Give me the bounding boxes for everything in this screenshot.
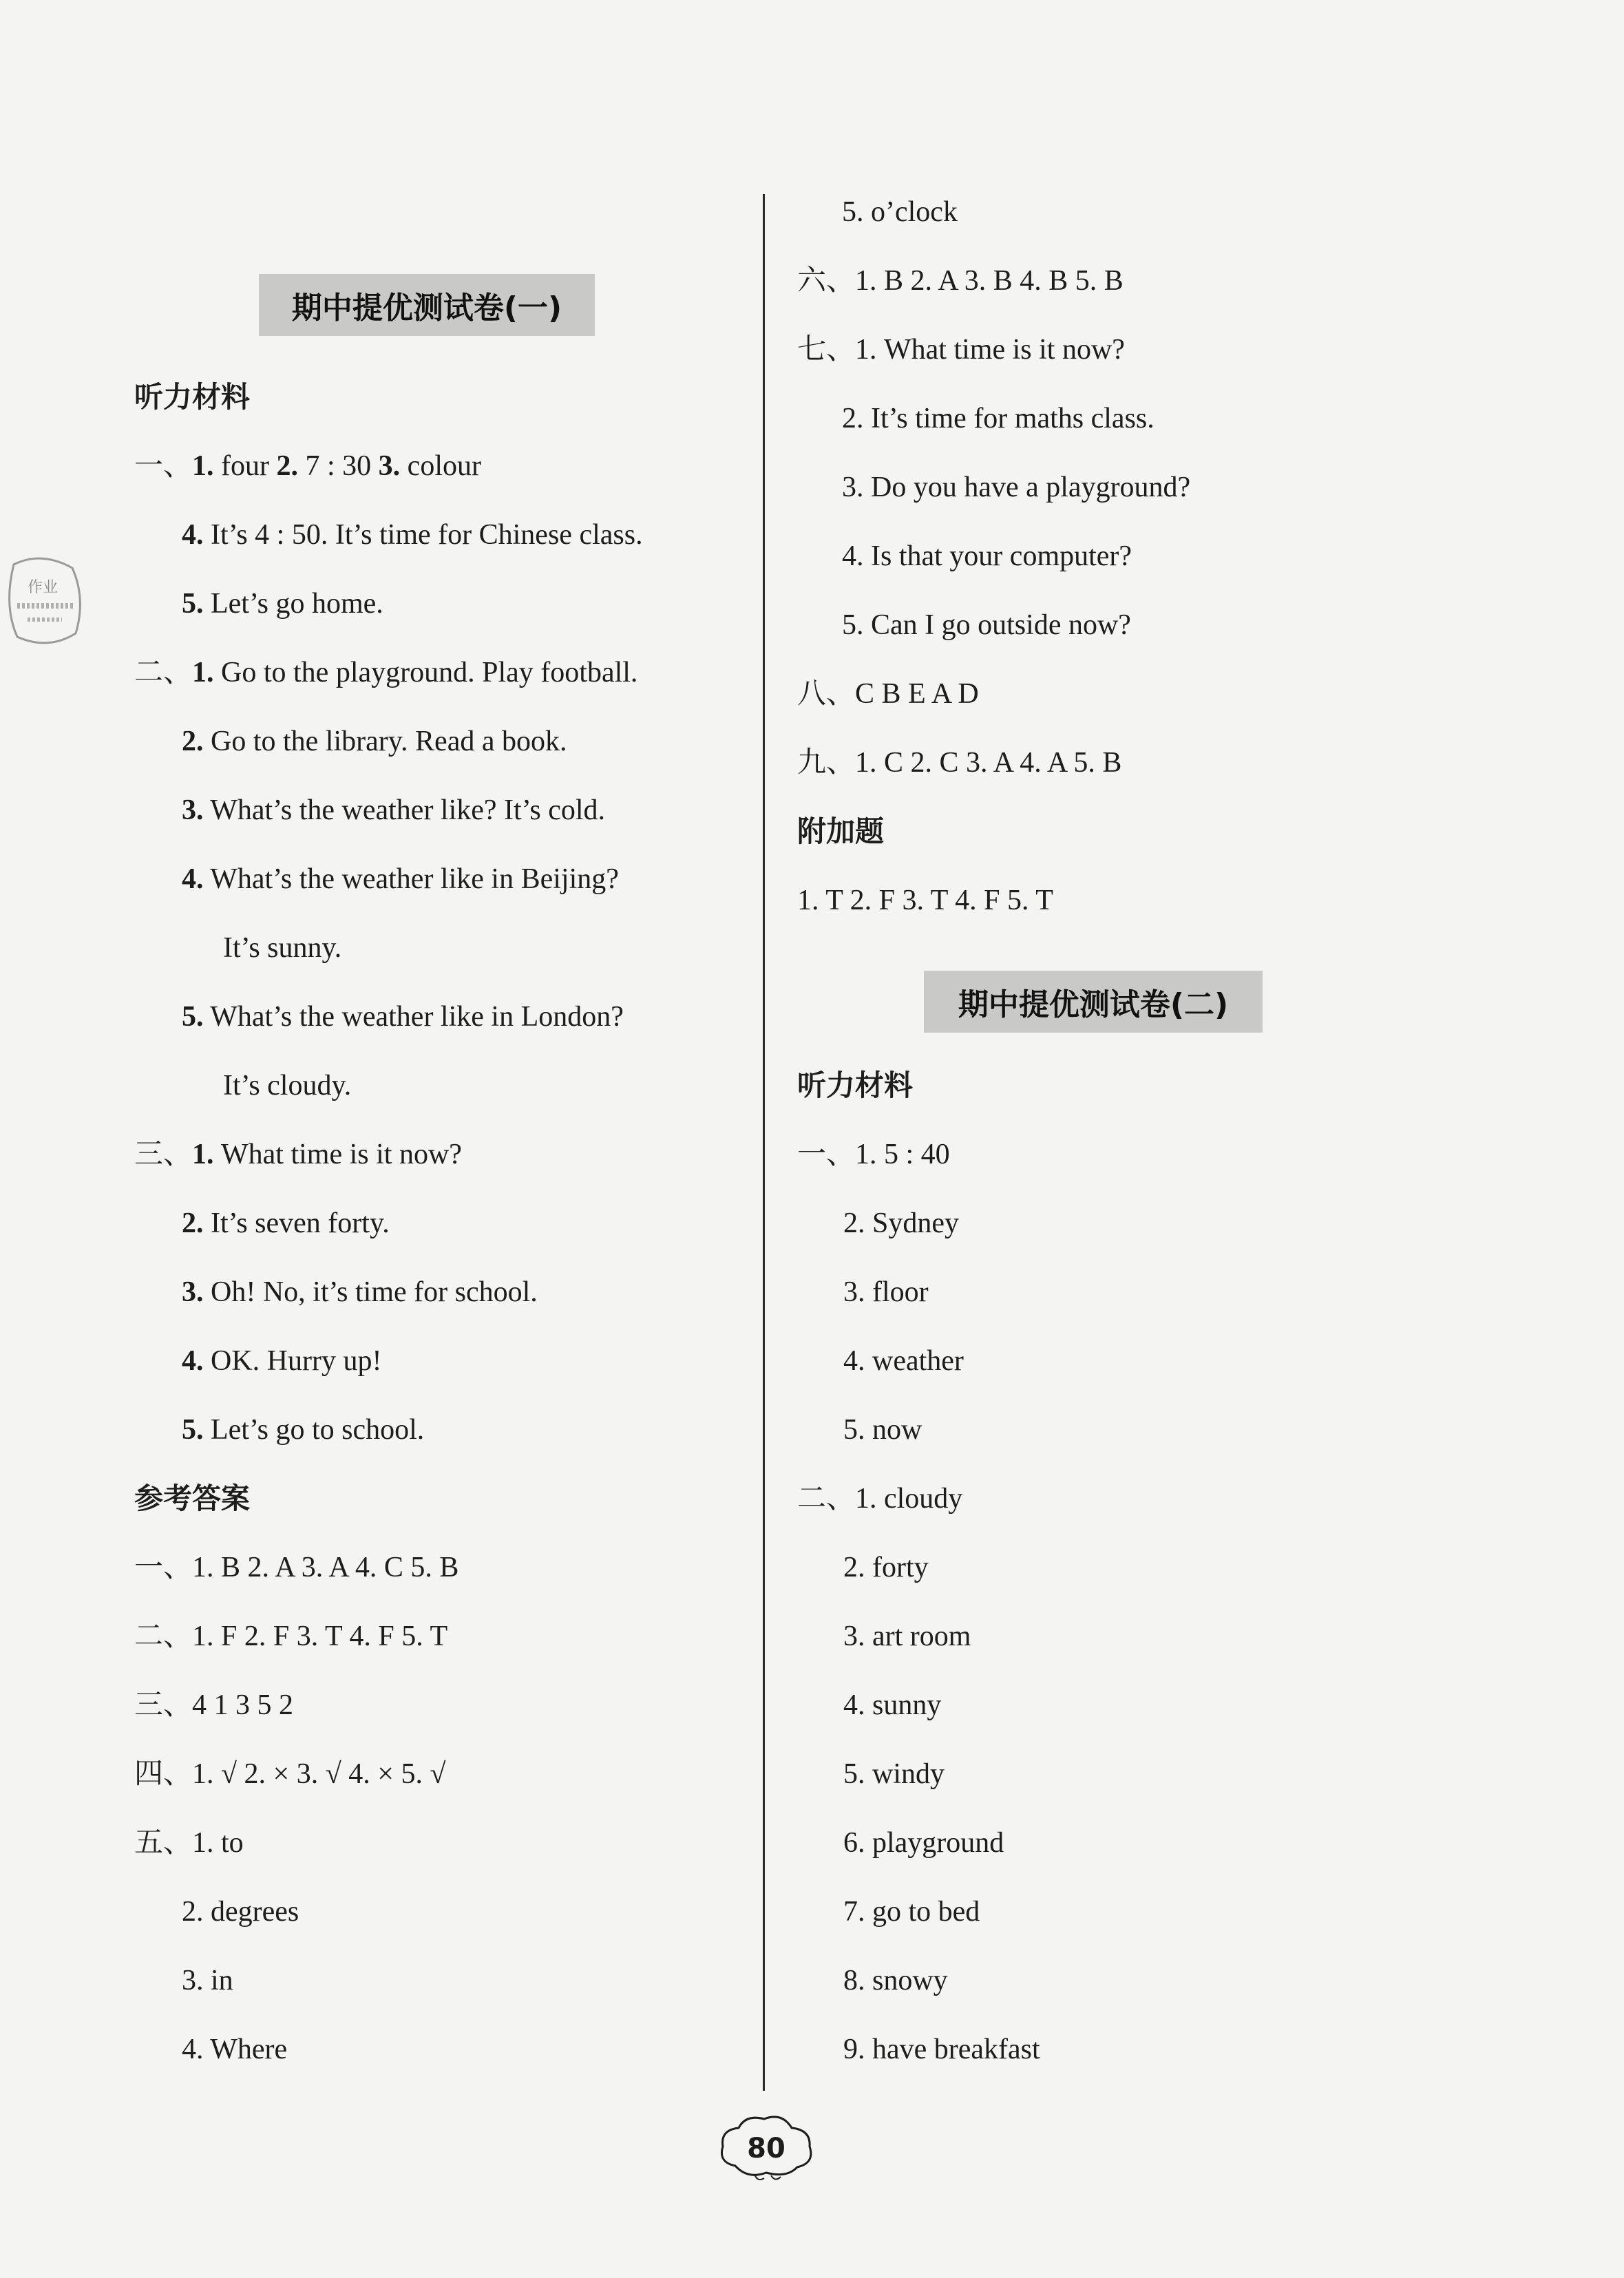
right-answer-7-5: 5. Can I go outside now? <box>842 609 1131 641</box>
listen-3-5: 5. Let’s go to school. <box>182 1414 425 1446</box>
listen-2-2: 2. Go to the library. Read a book. <box>182 726 567 757</box>
right-answer-6: 六、1. B 2. A 3. B 4. B 5. B <box>797 265 1124 297</box>
right-listen-2-9: 9. have breakfast <box>843 2034 1040 2065</box>
listen-2-1: 二、1. Go to the playground. Play football. <box>134 657 638 688</box>
homework-stamp-icon <box>0 551 89 654</box>
answer-5-2: 2. degrees <box>182 1896 299 1928</box>
svg-text:作业: 作业 <box>27 579 59 596</box>
column-divider <box>763 194 765 2091</box>
right-answer-8: 八、C B E A D <box>797 678 979 710</box>
listen-3-3: 3. Oh! No, it’s time for school. <box>182 1276 538 1308</box>
section-title-1: 期中提优测试卷(一) <box>259 274 595 336</box>
listen-2-5-cont: It’s cloudy. <box>223 1070 352 1101</box>
right-answer-9: 九、1. C 2. C 3. A 4. A 5. B <box>797 747 1122 779</box>
right-listen-2-5: 5. windy <box>843 1758 945 1790</box>
listen-3-4: 4. OK. Hurry up! <box>182 1345 382 1377</box>
listen-2-5: 5. What’s the weather like in London? <box>182 1001 624 1033</box>
right-listen-2-1: 二、1. cloudy <box>797 1483 963 1515</box>
listen-2-4: 4. What’s the weather like in Beijing? <box>182 863 619 895</box>
listen-1-4: 4. It’s 4 : 50. It’s time for Chinese class. <box>182 519 643 551</box>
listen-1-1: 一、1. four 2. 7 : 30 3. colour <box>134 450 481 482</box>
right-listen-1-1: 一、1. 5 : 40 <box>797 1139 950 1170</box>
right-answer-7-4: 4. Is that your computer? <box>842 540 1132 572</box>
right-listen-1-3: 3. floor <box>843 1276 929 1308</box>
right-listen-2-7: 7. go to bed <box>843 1896 980 1928</box>
heading-answers: 参考答案 <box>134 1481 251 1515</box>
answer-5-1: 五、1. to <box>134 1827 244 1859</box>
answer-1: 一、1. B 2. A 3. A 4. C 5. B <box>134 1552 459 1583</box>
right-answer-7-1: 七、1. What time is it now? <box>797 334 1125 366</box>
answer-3: 三、4 1 3 5 2 <box>134 1689 294 1721</box>
listen-1-5: 5. Let’s go home. <box>182 588 383 620</box>
right-listen-2-8: 8. snowy <box>843 1965 948 1996</box>
right-answer-5-5: 5. o’clock <box>842 196 958 228</box>
right-listen-2-2: 2. forty <box>843 1552 929 1583</box>
right-answer-7-2: 2. It’s time for maths class. <box>842 403 1154 434</box>
right-listen-1-5: 5. now <box>843 1414 922 1446</box>
answer-4: 四、1. √ 2. × 3. √ 4. × 5. √ <box>134 1758 446 1790</box>
listen-2-4-cont: It’s sunny. <box>223 932 342 964</box>
extra-answers: 1. T 2. F 3. T 4. F 5. T <box>797 885 1053 916</box>
right-listen-1-4: 4. weather <box>843 1345 964 1377</box>
heading-extra: 附加题 <box>797 814 885 848</box>
heading-listening: 听力材料 <box>134 380 251 414</box>
listen-3-1: 三、1. What time is it now? <box>134 1139 462 1170</box>
right-listen-2-4: 4. sunny <box>843 1689 942 1721</box>
section-title-2: 期中提优测试卷(二) <box>924 971 1263 1033</box>
right-listen-2-3: 3. art room <box>843 1621 971 1652</box>
answer-5-3: 3. in <box>182 1965 233 1996</box>
listen-2-3: 3. What’s the weather like? It’s cold. <box>182 794 606 826</box>
right-answer-7-3: 3. Do you have a playground? <box>842 472 1191 503</box>
right-listen-2-6: 6. playground <box>843 1827 1004 1859</box>
listen-3-2: 2. It’s seven forty. <box>182 1207 390 1239</box>
right-listen-1-2: 2. Sydney <box>843 1207 959 1239</box>
heading-listening-2: 听力材料 <box>797 1068 914 1102</box>
answer-2: 二、1. F 2. F 3. T 4. F 5. T <box>134 1621 448 1652</box>
page-number: 80 <box>747 2133 785 2164</box>
page-number-badge <box>715 2111 818 2186</box>
answer-5-4: 4. Where <box>182 2034 288 2065</box>
